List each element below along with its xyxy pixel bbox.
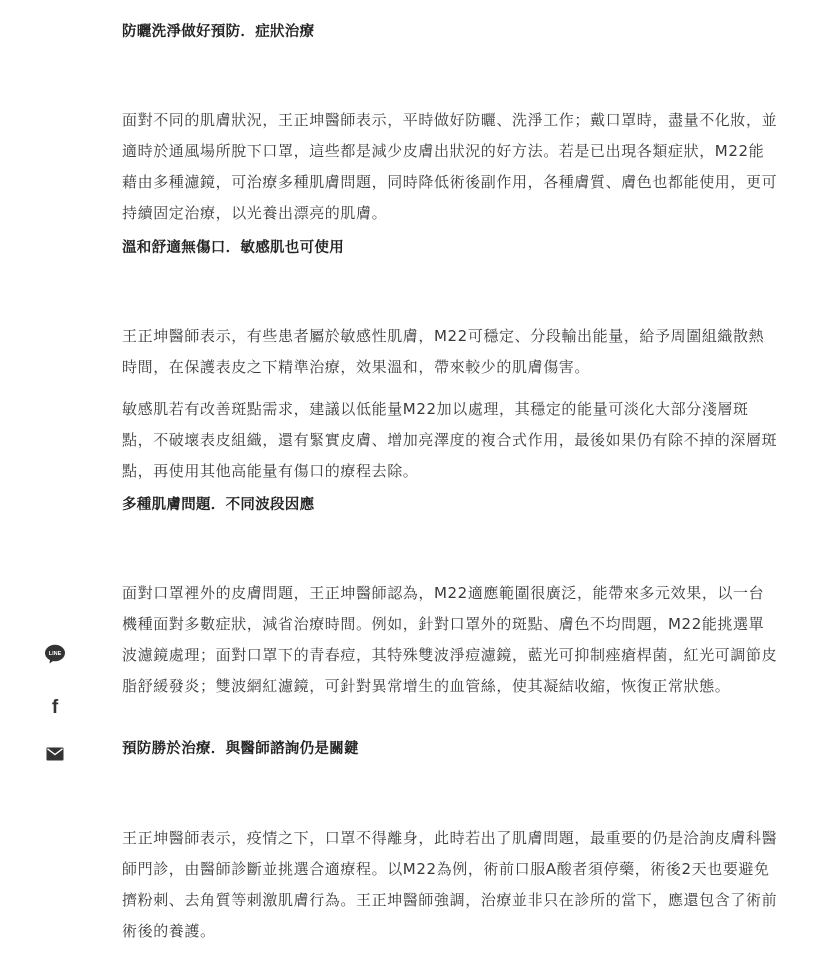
- section-heading: 預防勝於治療．與醫師諮詢仍是關鍵: [122, 741, 359, 757]
- section-sun-protection: [122, 22, 778, 229]
- svg-text:f: f: [51, 697, 59, 716]
- section-wavelengths: [122, 495, 778, 702]
- section-paragraph: 面對口罩裡外的皮膚問題，王正坤醫師認為，M22適應範圍很廣泛，能帶來多元效果，以一台機種面對多數症狀，減省治療時間。例如，針對口罩外的斑點、膚色不均問題，M22能挑選單波濾鏡處理；面對口罩下的青春痘，其特殊雙波淨痘濾鏡，藍光可抑制痤瘡桿菌，紅光可調節皮脂舒緩發炎；雙波網紅濾鏡，可針對異常增生的血管絲，使其凝結收縮，恢復正常狀態。: [122, 584, 778, 695]
- section-heading: 防曬洗淨做好預防．症狀治療: [122, 24, 315, 40]
- section-heading: 溫和舒適無傷口．敏感肌也可使用: [122, 240, 344, 256]
- section-paragraph: 敏感肌若有改善斑點需求，建議以低能量M22加以處理，其穩定的能量可淡化大部分淺層斑點，不破壞表皮組織，還有緊實皮膚、增加亮澤度的複合式作用，最後如果仍有除不掉的深層斑點，再使用其他高能量有傷口的療程去除。: [122, 400, 778, 480]
- email-icon: [46, 747, 64, 761]
- line-icon: [44, 644, 66, 664]
- section-heading: 多種肌膚問題．不同波段因應: [122, 497, 315, 513]
- section-paragraph: 王正坤醫師表示，疫情之下，口罩不得離身，此時若出了肌膚問題，最重要的仍是洽詢皮膚科醫師門診，由醫師診斷並挑選合適療程。以M22為例，術前口服A酸者須停藥，術後2天也要避免擠粉刺、去角質等刺激肌膚行為。王正坤醫師強調，治療並非只在診所的當下，應還包含了術前術後的養護。: [122, 829, 778, 940]
- section-paragraph: 面對不同的肌膚狀況，王正坤醫師表示，平時做好防曬、洗淨工作；戴口罩時，盡量不化妝，並適時於通風場所脫下口罩，這些都是減少皮膚出狀況的好方法。若是已出現各類症狀，M22能藉由多種濾鏡，可治療多種肌膚問題，同時降低術後副作用，各種膚質、膚色也都能使用，更可持續固定治療，以光養出漂亮的肌膚。: [122, 111, 778, 222]
- facebook-icon: [47, 696, 63, 716]
- share-facebook-button[interactable]: [41, 692, 69, 720]
- svg-text:LINE: LINE: [48, 651, 62, 657]
- share-email-button[interactable]: [41, 740, 69, 768]
- section-prevention: [122, 739, 778, 947]
- section-sensitive-skin: [122, 238, 778, 487]
- section-paragraph: 王正坤醫師表示，有些患者屬於敏感性肌膚，M22可穩定、分段輸出能量，給予周圍組織散熱時間，在保護表皮之下精準治療，效果溫和，帶來較少的肌膚傷害。: [122, 327, 765, 376]
- share-line-button[interactable]: [41, 640, 69, 668]
